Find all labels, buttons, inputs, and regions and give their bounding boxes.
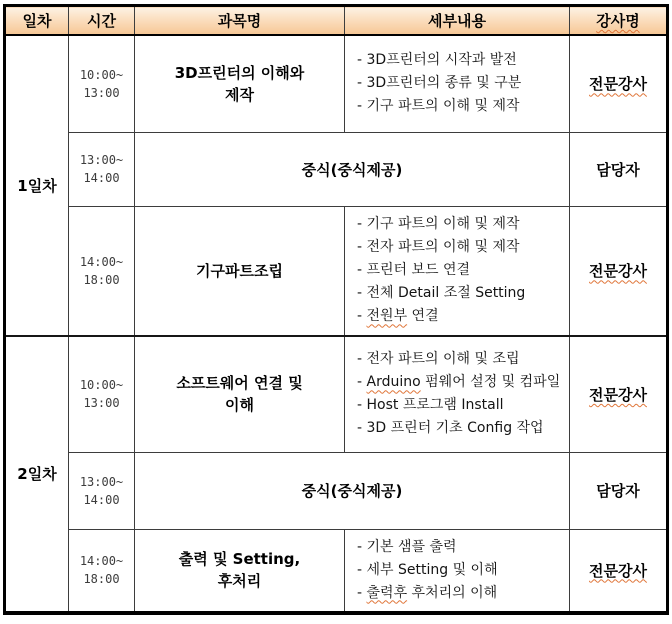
time-to: 14:00 [83, 171, 120, 185]
day2-label-cell [5, 336, 69, 613]
time-from: 14:00~ [79, 554, 124, 568]
detail-line: - 전체 Detail 조절 Setting [357, 285, 526, 302]
day2-session1-details-cell [345, 336, 570, 452]
time-from: 10:00~ [79, 67, 124, 82]
day1-session1-row [5, 35, 668, 132]
time-to: 18:00 [83, 572, 120, 586]
time-from: 13:00~ [79, 153, 124, 167]
instructor-name: 전문강사 [589, 561, 647, 580]
detail-line: - 프린터 보드 연결 [357, 262, 471, 279]
lunch-title: 중식(중식제공) [301, 482, 403, 500]
day2-lunch-title-cell [135, 452, 570, 529]
time-to: 13:00 [83, 396, 120, 411]
day2-session2-details-cell [345, 529, 570, 613]
detail-line-spellcheck [357, 305, 565, 328]
detail-line: - 세부 Setting 및 이해 [357, 561, 498, 578]
detail-line: - 기구 파트의 이해 및 제작 [357, 98, 520, 115]
day1-session1-subject-cell [135, 35, 345, 132]
day2-session2-instructor-cell [570, 529, 668, 613]
instructor-name: 전문강사 [589, 75, 647, 94]
misspelled-word: 출력후 [366, 584, 408, 601]
day2-lunch-instructor-cell [570, 452, 668, 529]
detail-line: - 기구 파트의 이해 및 제작 [357, 216, 520, 233]
time-from: 14:00~ [79, 254, 124, 269]
detail-prefix: - [357, 308, 367, 325]
detail-line-spellcheck [357, 582, 565, 605]
day1-session1-instructor-cell [570, 35, 668, 132]
subject-title: 기구파트조립 [196, 261, 283, 280]
detail-line: - Host 프로그램 Install [357, 397, 504, 414]
day1-lunch-title-cell [135, 132, 570, 206]
header-detail [345, 6, 570, 36]
detail-rest: 펌웨어 설정 및 컴파일 [420, 374, 561, 391]
header-time-label: 시간 [87, 12, 116, 30]
day2-lunch-time-cell [69, 452, 135, 529]
lunch-title: 중식(중식제공) [301, 160, 403, 179]
day1-lunch-instructor-cell [570, 132, 668, 206]
misspelled-word: Arduino [366, 374, 421, 391]
instructor-name: 담당자 [596, 482, 640, 500]
subject-title: 출력 및 Setting, 후처리 [178, 550, 301, 590]
day2-session2-subject-cell [135, 529, 345, 613]
time-to: 13:00 [83, 85, 120, 100]
day2-session1-time-cell [69, 336, 135, 452]
header-day [5, 6, 69, 36]
day1-lunch-row [5, 132, 668, 206]
day1-session2-row [5, 206, 668, 336]
day1-lunch-time-cell [69, 132, 135, 206]
day1-label: 1일차 [17, 177, 57, 195]
detail-prefix: - [357, 584, 367, 601]
header-subject-label: 과목명 [217, 12, 262, 30]
header-row [5, 6, 668, 36]
detail-rest: 후처리의 이해 [407, 584, 498, 601]
day2-session1-instructor-cell [570, 336, 668, 452]
subject-title: 3D프린터의 이해와 제작 [174, 63, 305, 104]
time-from: 13:00~ [79, 474, 124, 489]
day1-label-cell [5, 35, 69, 336]
time-from: 10:00~ [79, 378, 124, 393]
detail-prefix: - [357, 374, 367, 391]
header-instructor [570, 6, 668, 36]
day1-session1-time-cell [69, 35, 135, 132]
instructor-name: 담당자 [596, 160, 640, 179]
day1-session2-instructor-cell [570, 206, 668, 336]
instructor-name: 전문강사 [589, 385, 647, 404]
day2-session1-row [5, 336, 668, 452]
detail-line-spellcheck [357, 371, 565, 394]
time-to: 14:00 [83, 492, 120, 507]
day1-session2-time-cell [69, 206, 135, 336]
detail-line: - 전자 파트의 이해 및 조립 [357, 351, 520, 368]
misspelled-word: 전원부 [366, 308, 408, 325]
day1-session2-subject-cell [135, 206, 345, 336]
header-day-label: 일차 [22, 12, 52, 30]
header-subject [135, 6, 345, 36]
subject-title: 소프트웨어 연결 및 이해 [176, 374, 303, 415]
header-detail-label: 세부내용 [428, 12, 486, 30]
time-to: 18:00 [83, 272, 120, 287]
day1-session2-details-cell [345, 206, 570, 336]
day2-session2-time-cell [69, 529, 135, 613]
day2-label: 2일차 [17, 465, 57, 484]
header-time [69, 6, 135, 36]
curriculum-table [3, 4, 669, 615]
day2-lunch-row [5, 452, 668, 529]
detail-line: - 3D프린터의 시작과 발전 [357, 52, 517, 69]
detail-rest: 연결 [407, 308, 439, 325]
day2-session1-subject-cell [135, 336, 345, 452]
detail-line: - 전자 파트의 이해 및 제작 [357, 239, 520, 256]
detail-line: - 3D프린터의 종류 및 구분 [357, 75, 522, 92]
header-instructor-label: 강사명 [596, 12, 640, 30]
instructor-name: 전문강사 [589, 262, 647, 281]
day2-session2-row [5, 529, 668, 613]
detail-line: - 기본 샘플 출력 [357, 538, 457, 555]
detail-line: - 3D 프린터 기초 Config 작업 [357, 420, 544, 437]
day1-session1-details-cell [345, 35, 570, 132]
